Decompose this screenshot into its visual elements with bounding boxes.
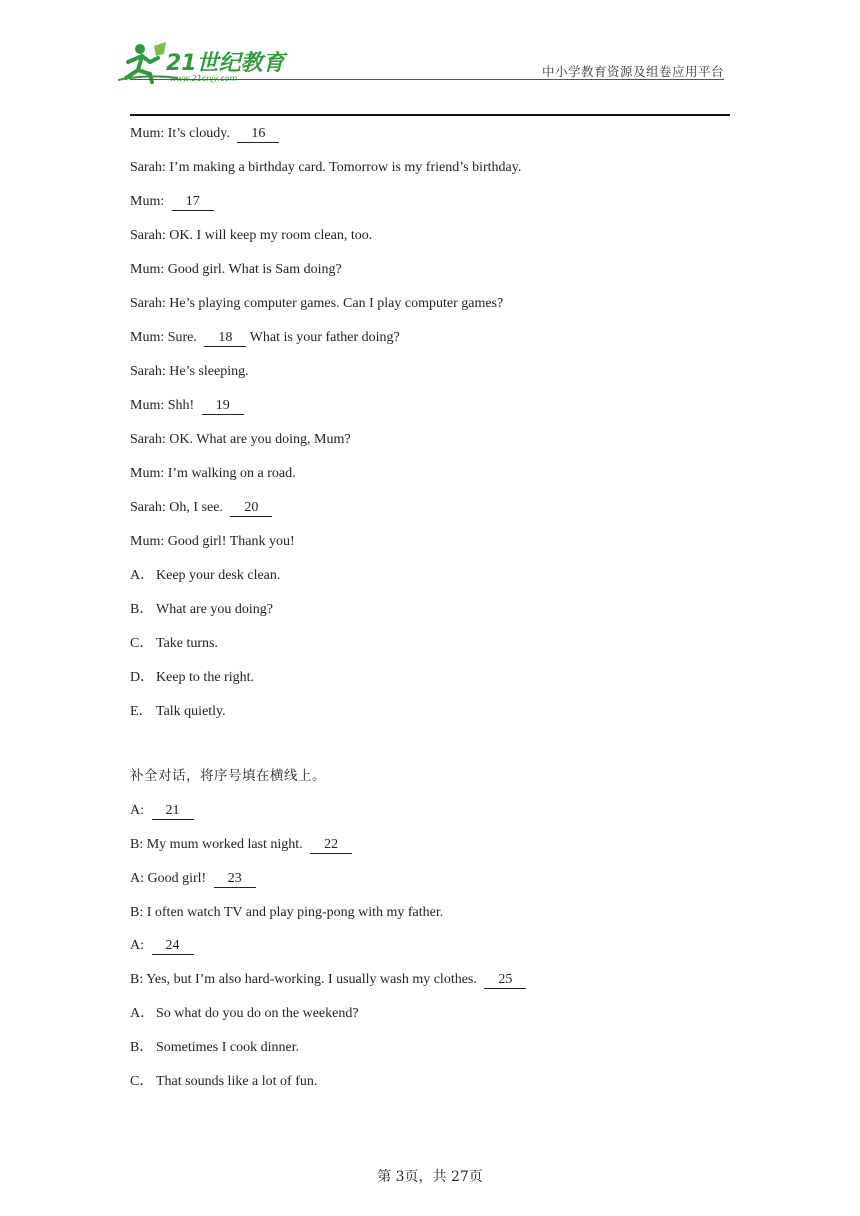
answer-blank[interactable]: 16 xyxy=(237,126,279,143)
section-instruction: 补全对话，将序号填在横线上。 xyxy=(130,768,326,784)
option-item: A． Keep your desk clean. xyxy=(130,568,281,583)
dialogue-line: B: Yes, but I’m also hard-working. I usually wash my clothes. 25 xyxy=(130,970,526,990)
dialogue-line: Sarah: I’m making a birthday card. Tomorrow is my friend’s birthday. xyxy=(130,160,522,175)
answer-blank[interactable]: 24 xyxy=(152,938,194,955)
option-item: C． That sounds like a lot of fun. xyxy=(130,1074,318,1089)
option-item: E． Talk quietly. xyxy=(130,704,226,719)
content-top-rule xyxy=(130,114,730,116)
answer-blank[interactable]: 18 xyxy=(204,330,246,347)
header-divider xyxy=(130,79,724,80)
site-name: 中小学教育资源及组卷应用平台 xyxy=(541,64,724,79)
answer-blank[interactable]: 25 xyxy=(484,972,526,989)
dialogue-line: Mum: 17 xyxy=(130,192,214,212)
dialogue-line: A: 21 xyxy=(130,801,194,821)
option-item: B． What are you doing? xyxy=(130,602,274,617)
option-item: A． So what do you do on the weekend? xyxy=(130,1006,359,1021)
option-item: B． Sometimes I cook dinner. xyxy=(130,1040,300,1055)
runner-logo-icon xyxy=(118,40,288,84)
dialogue-line: Sarah: Oh, I see. 20 xyxy=(130,498,272,518)
dialogue-line: Sarah: He’s sleeping. xyxy=(130,364,249,379)
dialogue-line: Mum: Shh! 19 xyxy=(130,396,244,416)
dialogue-line: A: Good girl! 23 xyxy=(130,869,256,889)
dialogue-line: Mum: I’m walking on a road. xyxy=(130,466,296,481)
answer-blank[interactable]: 21 xyxy=(152,803,194,820)
answer-blank[interactable]: 17 xyxy=(172,194,214,211)
answer-blank[interactable]: 22 xyxy=(310,837,352,854)
dialogue-line: Sarah: OK. I will keep my room clean, too. xyxy=(130,228,373,243)
site-logo xyxy=(118,40,288,84)
dialogue-line: Sarah: OK. What are you doing, Mum? xyxy=(130,432,351,447)
page-header xyxy=(0,0,860,120)
dialogue-line: B: My mum worked last night. 22 xyxy=(130,835,352,855)
dialogue-line: Mum: It’s cloudy. 16 xyxy=(130,124,279,144)
answer-blank[interactable]: 20 xyxy=(230,500,272,517)
answer-blank[interactable]: 23 xyxy=(214,871,256,888)
option-item: D． Keep to the right. xyxy=(130,670,254,685)
dialogue-line: Mum: Good girl! Thank you! xyxy=(130,534,295,549)
svg-text:21世纪教育: 21世纪教育 xyxy=(166,51,285,76)
option-item: C． Take turns. xyxy=(130,636,219,651)
dialogue-line: Mum: Good girl. What is Sam doing? xyxy=(130,262,342,277)
answer-blank[interactable]: 19 xyxy=(202,398,244,415)
page-number: 第 3页，共 27页 xyxy=(377,1169,483,1185)
dialogue-line: A: 24 xyxy=(130,936,194,956)
dialogue-line: B: I often watch TV and play ping-pong with my father. xyxy=(130,905,444,920)
dialogue-line: Mum: Sure. 18 What is your father doing? xyxy=(130,330,400,345)
dialogue-line: Sarah: He’s playing computer games. Can I play computer games? xyxy=(130,296,504,311)
